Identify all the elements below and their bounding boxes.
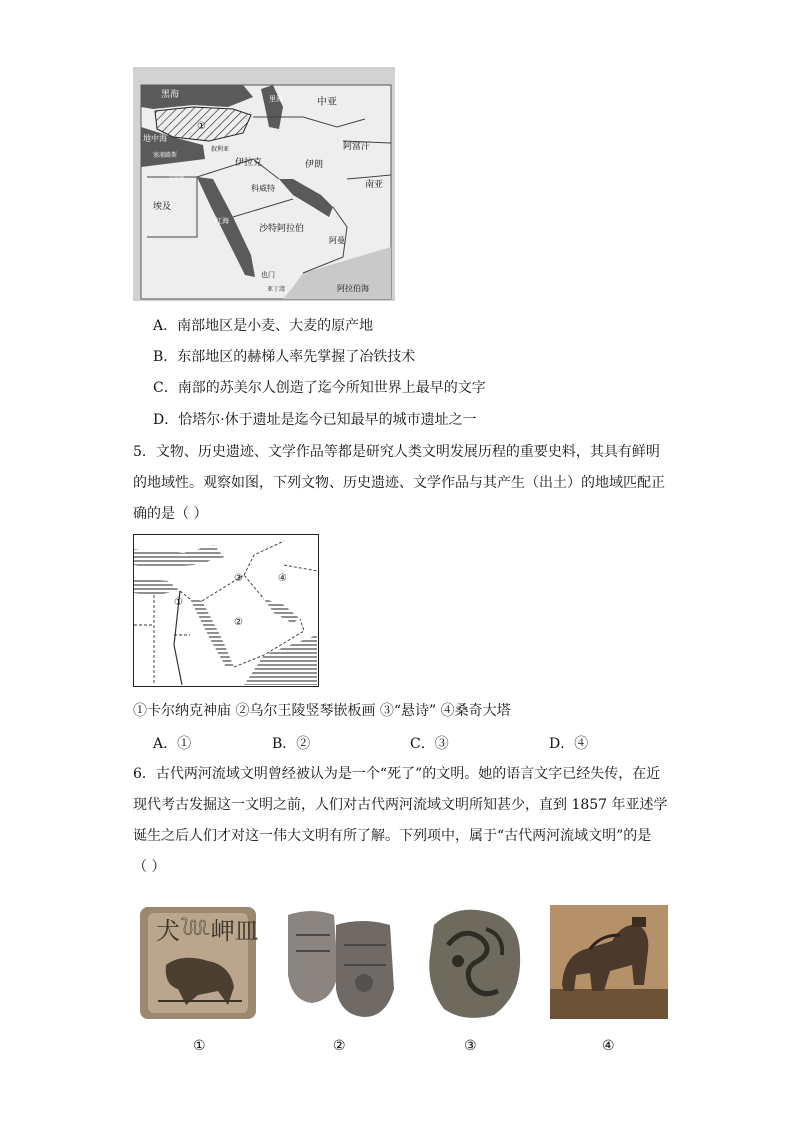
q5-map-marker-3: ③ [234, 573, 243, 584]
q6-caption-3: ③ [464, 1038, 477, 1054]
label-central-asia: 中亚 [317, 97, 337, 108]
arabian-sea-hatch [244, 635, 317, 685]
label-red-sea: 红海 [215, 217, 229, 225]
q5-map-marker-2: ② [234, 617, 243, 628]
q5-outline-map [133, 534, 319, 687]
label-marker-1: ① [197, 121, 206, 132]
q5-outline-map-svg [134, 535, 317, 685]
q4-option-c: C．南部的苏美尔人创造了迄今所知世界上最早的文字 [153, 380, 486, 396]
red-sea-hatch [190, 599, 234, 667]
q6-stem-line-1: 6．古代两河流域文明曾经被认为是一个“死了”的文明。她的语言文字已经失传，在近 [133, 766, 661, 782]
q5-map-marker-4: ④ [278, 573, 287, 584]
q6-stem-line-4: （ ） [133, 859, 166, 875]
label-israel: 以色列 [169, 175, 185, 181]
q4-option-a: A．南部地区是小麦、大麦的原产地 [153, 318, 374, 334]
label-syria: 叙利亚 [211, 146, 230, 153]
seal-glyphs: 犬𓆙岬皿 [156, 917, 258, 945]
q5-option-c: C．③ [410, 736, 449, 752]
label-black-sea: 黑海 [161, 90, 180, 100]
label-afghanistan: 阿富汗 [343, 142, 371, 152]
label-oman: 阿曼 [329, 236, 345, 245]
q6-caption-1: ① [193, 1038, 206, 1054]
q5-option-a: A．① [153, 736, 192, 752]
indus-seal-image [138, 905, 258, 1021]
narmer-palette-image [282, 905, 400, 1021]
lamassu-statue-image [550, 905, 668, 1019]
carved-stone-relief-image [424, 905, 524, 1023]
label-caspian-sea: 里海 [269, 95, 283, 103]
q6-caption-4: ④ [602, 1038, 615, 1054]
q5-map-marker-1: ① [174, 597, 183, 608]
q5-option-d: D．④ [549, 736, 589, 752]
q5-items: ①卡尔纳克神庙 ②乌尔王陵竖琴嵌板画 ③“悬诗” ④桑奇大塔 [133, 703, 511, 719]
label-yemen: 也门 [261, 271, 275, 279]
q4-option-d: D．恰塔尔·休于遗址是迄今已知最早的城市遗址之一 [153, 412, 477, 428]
q4-option-b: B．东部地区的赫梯人率先掌握了冶铁技术 [153, 349, 416, 365]
black-sea-hatch [134, 545, 224, 567]
q5-option-b: B．② [272, 736, 311, 752]
gulf-hatch [264, 599, 300, 623]
label-egypt: 埃及 [153, 202, 172, 212]
label-gulf-aden: 亚丁湾 [267, 286, 286, 293]
label-mediterranean: 地中海 [143, 134, 167, 143]
label-saudi: 沙特阿拉伯 [259, 224, 305, 234]
west-asia-map [133, 67, 395, 301]
label-kuwait: 科威特 [251, 184, 275, 193]
label-iran: 伊朗 [305, 160, 324, 170]
label-cyprus: 塞浦路斯 [153, 152, 178, 159]
label-iraq: 伊拉克 [235, 158, 263, 168]
label-south-asia: 南亚 [365, 180, 384, 190]
q6-stem-line-3: 诞生之后人们才对这一伟大文明有所了解。下列项中，属于“古代两河流域文明”的是 [133, 828, 652, 844]
med-sea-hatch [134, 579, 180, 595]
q5-stem-line-1: 5．文物、历史遗迹、文学作品等都是研究人类文明发展历程的重要史料，其具有鲜明 [133, 444, 660, 460]
q6-caption-2: ② [333, 1038, 346, 1054]
label-arabian-sea: 阿拉伯海 [337, 284, 369, 293]
west-asia-map-svg [133, 67, 395, 301]
q6-stem-line-2: 现代考古发掘这一文明之前，人们对古代两河流域文明所知甚少，直到 1857 年亚述学 [133, 797, 668, 813]
q5-stem-line-2: 的地域性。观察如图，下列文物、历史遗迹、文学作品与其产生（出土）的地域匹配正 [133, 475, 665, 491]
q5-stem-line-3: 确的是（ ） [133, 506, 208, 522]
